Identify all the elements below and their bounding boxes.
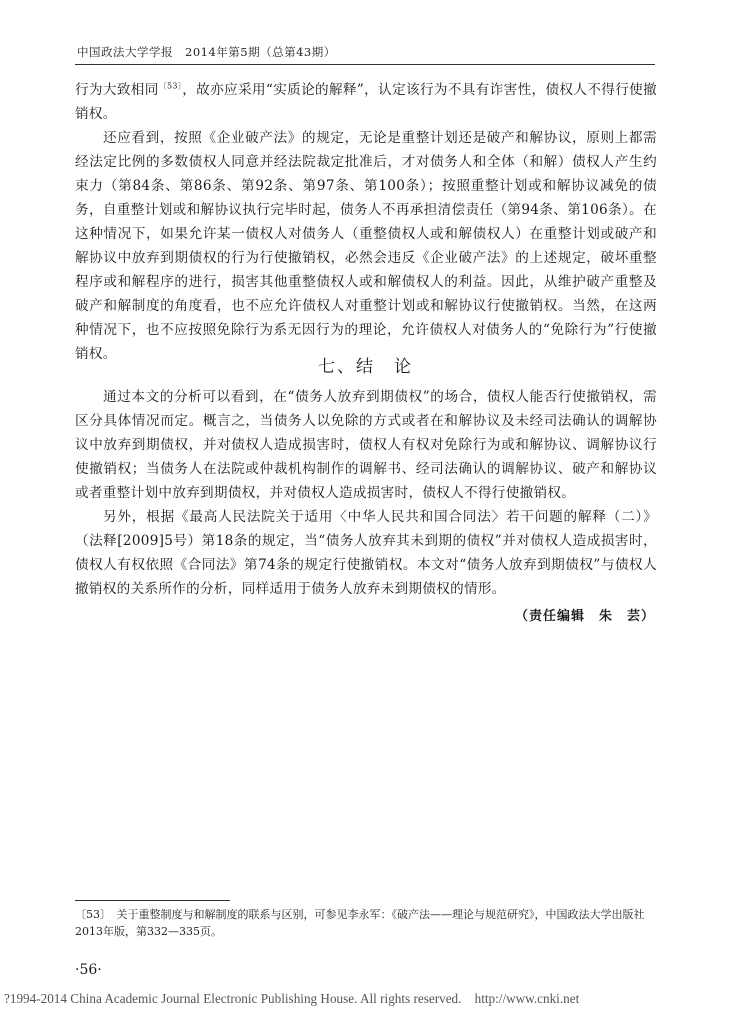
running-header: 中国政法大学学报 2014年第5期（总第43期） [77, 45, 336, 59]
footnote: 〔53〕 关于重整制度与和解制度的联系与区别，可参见李永军：《破产法——理论与规范研究》，中国政法大学出版社2013年版，第332—335页。 [75, 908, 645, 938]
header-divider [75, 64, 655, 65]
body-text-top [75, 78, 657, 366]
section-heading: 七、结 论 [318, 357, 413, 377]
footnote-divider [75, 900, 230, 901]
paragraph: 还应看到，按照《企业破产法》的规定，无论是重整计划还是破产和解协议，原则上都需经法定比例的多数债权人同意并经法院裁定批准后，才对债务人和全体（和解）债权人产生约束力（第84条、第86条、第92条、第97条、第100条）；按照重整计划或和解协议减免的债务，自重整计划或和解协议执行完毕时起，债务人不再承担清偿责任（第94条、第106条）。在这种情况下，如果允许某一债权人对债务人（重整债权人或和解债权人）在重整计划或破产和解协议中放弃到期债权的行为行使撤销权，必然会违反《企业破产法》的上述规定，破坏重整程序或和解程序的进行，损害其他重整债权人或和解债权人的利益。因此，从维护破产重整及破产和解制度的角度看，也不应允许债权人对重整计划或和解协议行使撤销权。当然，在这两种情况下，也不应按照免除行为系无因行为的理论，允许债权人对债务人的“免除行为”行使撤销权。 [75, 130, 657, 362]
paragraph: 通过本文的分析可以看到，在“债务人放弃到期债权”的场合，债权人能否行使撤销权，需区分具体情况而定。概言之，当债务人以免除的方式或者在和解协议及未经司法确认的调解协议中放弃到期债权，并对债权人造成损害时，债权人有权对免除行为或和解协议、调解协议行使撤销权；当债务人在法院或仲裁机构制作的调解书、经司法确认的调解协议、破产和解协议或者重整计划中放弃到期债权，并对债权人造成损害时，债权人不得行使撤销权。 [75, 389, 657, 501]
copyright-notice: ?1994-2014 China Academic Journal Electronic Publishing House. All rights reserved. http://www.cnki.net [4, 991, 580, 1006]
paragraph-text: ，故亦应采用“实质论的解释”，认定该行为不具有诈害性，债权人不得行使撤销权。 [75, 82, 657, 122]
body-text-conclusion [75, 385, 657, 601]
footnote-ref[interactable]: 〔53〕 [158, 81, 183, 91]
page-number: ·56· [75, 962, 102, 978]
paragraph-continuation [75, 78, 657, 126]
paragraph: 另外，根据《最高人民法院关于适用〈中华人民共和国合同法〉若干问题的解释（二）》（法释[2009]5号）第18条的规定，当“债务人放弃其未到期的债权”并对债权人造成损害时，债权人有权依照《合同法》第74条的规定行使撤销权。本文对“债务人放弃到期债权”与债权人撤销权的关系所作的分析，同样适用于债务人放弃未到期债权的情形。 [75, 509, 657, 597]
paragraph-text: 行为大致相同 [75, 82, 159, 98]
responsible-editor: （责任编辑 朱 芸） [514, 609, 655, 624]
